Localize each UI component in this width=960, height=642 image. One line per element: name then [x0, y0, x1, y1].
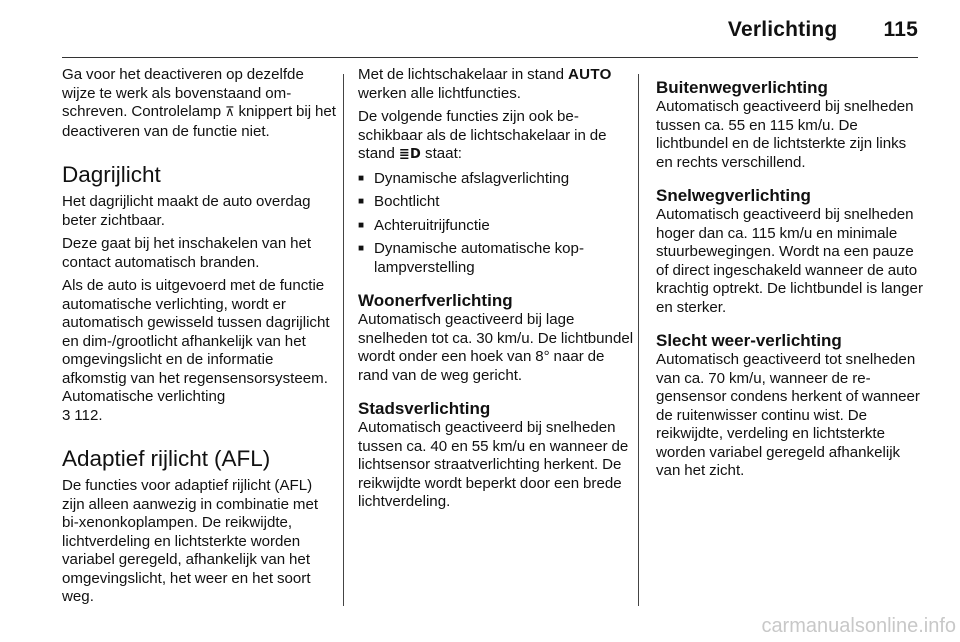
- intro-paragraph: Ga voor het deactiveren op dezelfde wijze te werk als bovenstaand omschreven. Controlelamp ⊼ knippert bij het deactiveren van de functie niet.: [62, 66, 337, 140]
- column-3: [656, 66, 924, 486]
- list-item: ■ Dynamische afslagverlichting: [358, 170, 634, 189]
- functions-paragraph: De volgende functies zijn ook beschikbaar als de lichtschakelaar in de stand ≣D staat:: [358, 108, 607, 162]
- list-item: ■ Bochtlicht: [358, 193, 634, 212]
- afl-p1: De functies voor adaptief rijlicht (AFL) zijn alleen aanwezig in combinatie met bi-xenonkoplampen. De reikwijdte, lichtverdeling en lichtsterkte worden variabel geregeld, afhankelijk van het omgevingslicht, het weer en het soort weg.: [62, 477, 319, 605]
- section-heading-dagrijlicht: Dagrijlicht: [62, 162, 161, 187]
- column-divider-2: [638, 74, 639, 606]
- function-list: [358, 170, 634, 278]
- column-divider-1: [343, 74, 344, 606]
- buitenweg-text: Automatisch geactiveerd bij snelheden tussen ca. 55 en 115 km/u. De lichtbundel en de lichtsterkte zijn links en rechts verschillend.: [656, 98, 914, 171]
- stads-text: Automatisch geactiveerd bij snelheden tussen ca. 40 en 55 km/u en wanneer de lichtsensor straatverlichting herkent. De reikwijdte wordt beperkt door een brede lichtverdeling.: [358, 419, 629, 510]
- page-header: [728, 18, 918, 42]
- page-number: 115: [883, 18, 918, 41]
- low-beam-icon: ≣D: [398, 147, 422, 162]
- dagrijlicht-p2: Deze gaat bij het inschakelen van het contact automatisch branden.: [62, 235, 312, 271]
- subheading-buitenweg: Buitenwegverlichting: [656, 78, 828, 97]
- list-item: ■ Dynamische automatische koplampverstelling: [358, 240, 634, 277]
- dagrijlicht-p1: Het dagrijlicht maakt de auto overdag beter zichtbaar.: [62, 193, 311, 229]
- dagrijlicht-p3: Als de auto is uitgevoerd met de functie automatische verlichting, wordt er automatisch gewisseld tussen dagrijlicht en dim-/grootlicht afhankelijk van het omgevingslicht en de informatie afkomstig van het regensensorsysteem. Automatische verlichting 3 112.: [62, 277, 330, 424]
- list-item: ■ Achteruitrijfunctie: [358, 217, 634, 236]
- snelweg-text: Automatisch geactiveerd bij snelheden hoger dan ca. 115 km/u en minimale stuurbewegingen. Wordt na een pauze of direct ingeschakeld wanneer de auto krachtig optrekt. De lichtbundel is langer en sterker.: [656, 206, 923, 316]
- slechtweer-text: Automatisch geactiveerd tot snelheden van ca. 70 km/u, wanneer de regensensor condens herkent of wanneer de ruitenwisser continu wist. De reikwijdte, verdeling en lichtsterkte worden variabel geregeld afhankelijk van het zicht.: [656, 351, 920, 479]
- section-heading-afl: Adaptief rijlicht (AFL): [62, 446, 271, 471]
- indicator-lamp-icon: ⊼: [225, 105, 235, 120]
- header-rule: [62, 57, 918, 58]
- watermark: carmanualsonline.info: [761, 615, 956, 637]
- woonerf-text: Automatisch geactiveerd bij lage snelheden tot ca. 30 km/u. De lichtbundel wordt onder een hoek van 8° naar de rand van de weg gericht.: [358, 311, 634, 384]
- column-2: [358, 66, 634, 517]
- subheading-snelweg: Snelwegverlichting: [656, 186, 811, 205]
- page-title: Verlichting: [727, 18, 838, 41]
- subheading-slechtweer: Slecht weer-verlichting: [656, 331, 842, 350]
- auto-paragraph: Met de lichtschakelaar in stand AUTO werken alle lichtfuncties.: [358, 66, 612, 102]
- subheading-woonerf: Woonerfverlichting: [358, 291, 513, 310]
- column-1: [62, 66, 336, 612]
- auto-label: AUTO: [567, 66, 612, 83]
- subheading-stads: Stadsverlichting: [358, 399, 491, 418]
- page-reference-link[interactable]: 3 112.: [62, 406, 103, 424]
